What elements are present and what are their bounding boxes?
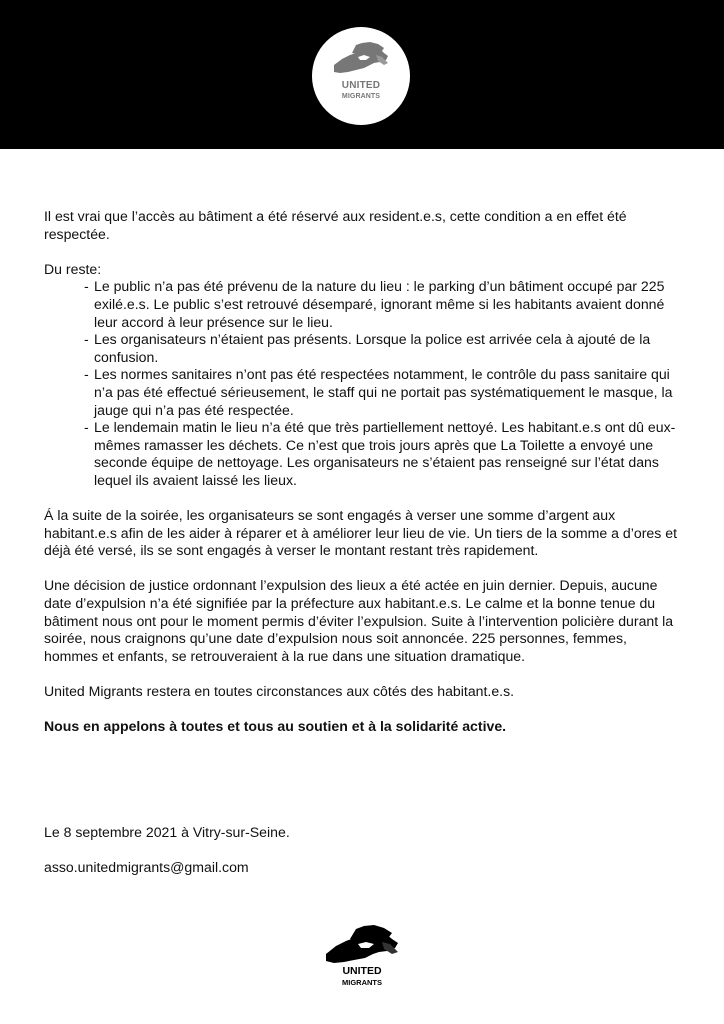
intro-paragraph: Il est vrai que l’accès au bâtiment a été réservé aux resident.e.s, cette condition a en effet été respectée. (44, 208, 627, 242)
hands-silhouette-icon (324, 924, 400, 964)
paragraph-expulsion: Une décision de justice ordonnant l’expulsion des lieux a été actée en juin dernier. Depuis, aucune date d’expulsion n’a été signifiée par la préfecture aux habitant.e.s. Le calme et la bonne tenue du bâtiment nous ont pour le moment permis d’éviter l’expulsion. Suite à l’intervention policière durant la soirée, nous craignons qu’une date d’expulsion nous soit annoncée. 225 personnes, femmes, hommes et enfants, se retrouveraient à la rue dans une situation dramatique. (44, 577, 674, 664)
contact-email: asso.unitedmigrants@gmail.com (44, 858, 249, 875)
date-line: Le 8 septembre 2021 à Vitry-sur-Seine. (44, 823, 290, 840)
footer-logo-migrants: MIGRANTS (342, 978, 382, 987)
united-migrants-logo (312, 27, 410, 125)
list-intro: Du reste: (44, 260, 102, 277)
list-item: - Les organisateurs n’étaient pas présents. Lorsque la police est arrivée cela à ajouté de la confusion. (84, 331, 684, 366)
header-band (0, 0, 724, 149)
paragraph-compensation: Á la suite de la soirée, les organisateurs se sont engagés à verser une somme d’argent aux habitant.e.s afin de les aider à réparer et à améliorer leur lieu de vie. Un tiers de la somme a d’ores et déjà été versé, ils se sont engagés à verser le montant restant très rapidement. (44, 507, 677, 559)
footer-logo-united: UNITED (342, 965, 382, 977)
logo-line-united: UNITED (341, 80, 381, 91)
letter-body (44, 208, 684, 877)
call-to-action: Nous en appelons à toutes et tous au soutien et à la solidarité active. (44, 718, 507, 735)
list-item: - Le lendemain matin le lieu n’a été que très partiellement nettoyé. Les habitant.e.s ont dû eux-mêmes ramasser les déchets. Ce n’est que trois jours après que La Toilette a envoyé une seconde équipe de nettoyage. Les organisateurs ne s’étaient pas renseigné sur l’état dans lequel ils avaient laissé les lieux. (84, 419, 684, 489)
list-item: - Les normes sanitaires n’ont pas été respectées notamment, le contrôle du pass sanitaire qui n’a pas été effectué sérieusement, le staff qui ne portait pas systématiquement le masque, la jauge qui n’a pas été respectée. (84, 366, 684, 419)
logo-line-migrants: MIGRANTS (341, 93, 381, 100)
grievance-list (44, 278, 684, 489)
hands-silhouette-icon (332, 41, 390, 77)
list-item: - Le public n’a pas été prévenu de la nature du lieu : le parking d’un bâtiment occupé par 225 exilé.e.s. Le public s’est retrouvé désemparé, ignorant même si les habitants avaient donné leur accord à leur présence sur le lieu. (84, 278, 684, 331)
footer-logo (320, 924, 404, 994)
paragraph-support: United Migrants restera en toutes circonstances aux côtés des habitant.e.s. (44, 683, 515, 700)
